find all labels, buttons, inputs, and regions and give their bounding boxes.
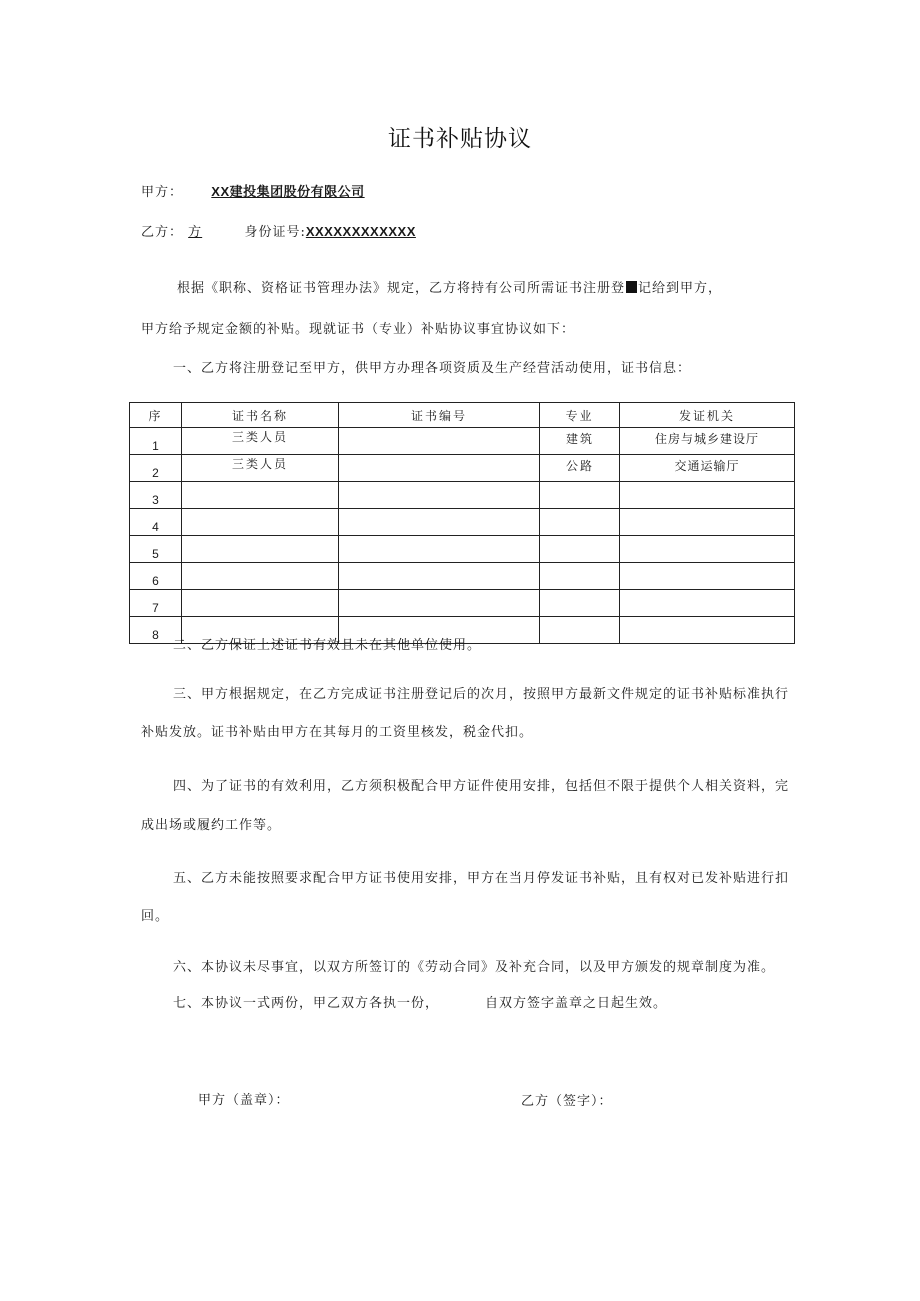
cell-cert-code (339, 563, 540, 590)
cell-issuer (620, 509, 795, 536)
cell-specialty: 公路 (540, 455, 620, 482)
id-label: 身份证号: (244, 225, 306, 240)
cell-issuer (620, 536, 795, 563)
table-row (130, 428, 795, 455)
cell-no: 4 (130, 509, 182, 536)
cell-no: 2 (130, 455, 182, 482)
table-row (130, 563, 795, 590)
signature-party-b: 乙方（签字）： (521, 1094, 613, 1109)
party-a-label: 甲方： (141, 185, 184, 200)
clause-2: 二、乙方保证上述证书有效且未在其他单位使用。 (173, 638, 482, 653)
cell-cert-name (182, 509, 339, 536)
header-no: 序 (130, 403, 182, 428)
party-a-value: XX建投集团股份有限公司 (211, 184, 365, 199)
header-cert-code: 证书编号 (339, 403, 540, 428)
intro-line-2: 甲方给予规定金额的补贴。现就证书（专业）补贴协议事宜协议如下： (141, 322, 576, 337)
table-row (130, 536, 795, 563)
clause-3-line-1: 三、甲方根据规定，在乙方完成证书注册登记后的次月，按照甲方最新文件规定的证书补贴标准执行 (173, 687, 790, 702)
cell-specialty (540, 563, 620, 590)
cell-cert-code (339, 482, 540, 509)
intro-text-b: 记给到甲方， (638, 281, 723, 296)
party-a-line (141, 181, 365, 200)
intro-line-1 (177, 277, 722, 296)
redaction-block (626, 281, 637, 293)
cell-specialty (540, 617, 620, 644)
cell-cert-code (339, 590, 540, 617)
table-row (130, 590, 795, 617)
intro-text-a: 根据《职称、资格证书管理办法》规定，乙方将持有公司所需证书注册登 (177, 281, 626, 296)
clause-7 (173, 992, 667, 1011)
cell-cert-name: 三类人员 (182, 455, 339, 482)
table-row (130, 455, 795, 482)
document-title: 证书补贴协议 (388, 126, 532, 152)
clause-5-line-2: 回。 (141, 909, 170, 924)
cell-issuer (620, 482, 795, 509)
party-b-line (141, 221, 416, 240)
table-row (130, 482, 795, 509)
header-specialty: 专业 (540, 403, 620, 428)
clause-3-line-2: 补贴发放。证书补贴由甲方在其每月的工资里核发，税金代扣。 (141, 725, 534, 740)
cell-no: 6 (130, 563, 182, 590)
table-header-row (130, 403, 795, 428)
cell-specialty (540, 509, 620, 536)
clause-4-line-1: 四、为了证书的有效利用，乙方须积极配合甲方证件使用安排，包括但不限于提供个人相关资料，完 (173, 779, 790, 794)
cell-cert-name: 三类人员 (182, 428, 339, 455)
cell-issuer (620, 563, 795, 590)
clause-6: 六、本协议未尽事宜，以双方所签订的《劳动合同》及补充合同，以及甲方颁发的规章制度为准。 (173, 960, 776, 975)
cell-no: 8 (130, 617, 182, 644)
clause-7-text-a: 七、本协议一式两份，甲乙双方各执一份， (173, 996, 440, 1011)
certificate-table (129, 402, 795, 644)
signature-party-a: 甲方（盖章）： (198, 1093, 290, 1108)
clause-4-line-2: 成出场或履约工作等。 (141, 818, 282, 833)
id-value: XXXXXXXXXXXX (305, 224, 416, 239)
cell-cert-name (182, 590, 339, 617)
cell-no: 3 (130, 482, 182, 509)
table-row (130, 509, 795, 536)
cell-specialty: 建筑 (540, 428, 620, 455)
cell-cert-code (339, 536, 540, 563)
cell-specialty (540, 536, 620, 563)
header-cert-name: 证书名称 (182, 403, 339, 428)
cell-no: 1 (130, 428, 182, 455)
cell-specialty (540, 590, 620, 617)
party-b-label: 乙方： (141, 225, 184, 240)
cell-issuer: 交通运输厅 (620, 455, 795, 482)
clause-5-line-1: 五、乙方未能按照要求配合甲方证书使用安排，甲方在当月停发证书补贴，且有权对已发补贴进行扣 (173, 871, 790, 886)
cell-cert-code (339, 428, 540, 455)
header-issuer: 发证机关 (620, 403, 795, 428)
cell-no: 5 (130, 536, 182, 563)
cell-issuer (620, 590, 795, 617)
clause-1: 一、乙方将注册登记至甲方，供甲方办理各项资质及生产经营活动使用，证书信息： (173, 361, 692, 376)
cell-cert-code (339, 509, 540, 536)
cell-issuer: 住房与城乡建设厅 (620, 428, 795, 455)
party-b-value: 方 (188, 225, 203, 240)
cell-cert-name (182, 482, 339, 509)
clause-7-text-b: 自双方签字盖章之日起生效。 (485, 996, 668, 1011)
cell-cert-code (339, 455, 540, 482)
cell-cert-name (182, 563, 339, 590)
cell-cert-name (182, 536, 339, 563)
cell-no: 7 (130, 590, 182, 617)
cell-issuer (620, 617, 795, 644)
cell-specialty (540, 482, 620, 509)
